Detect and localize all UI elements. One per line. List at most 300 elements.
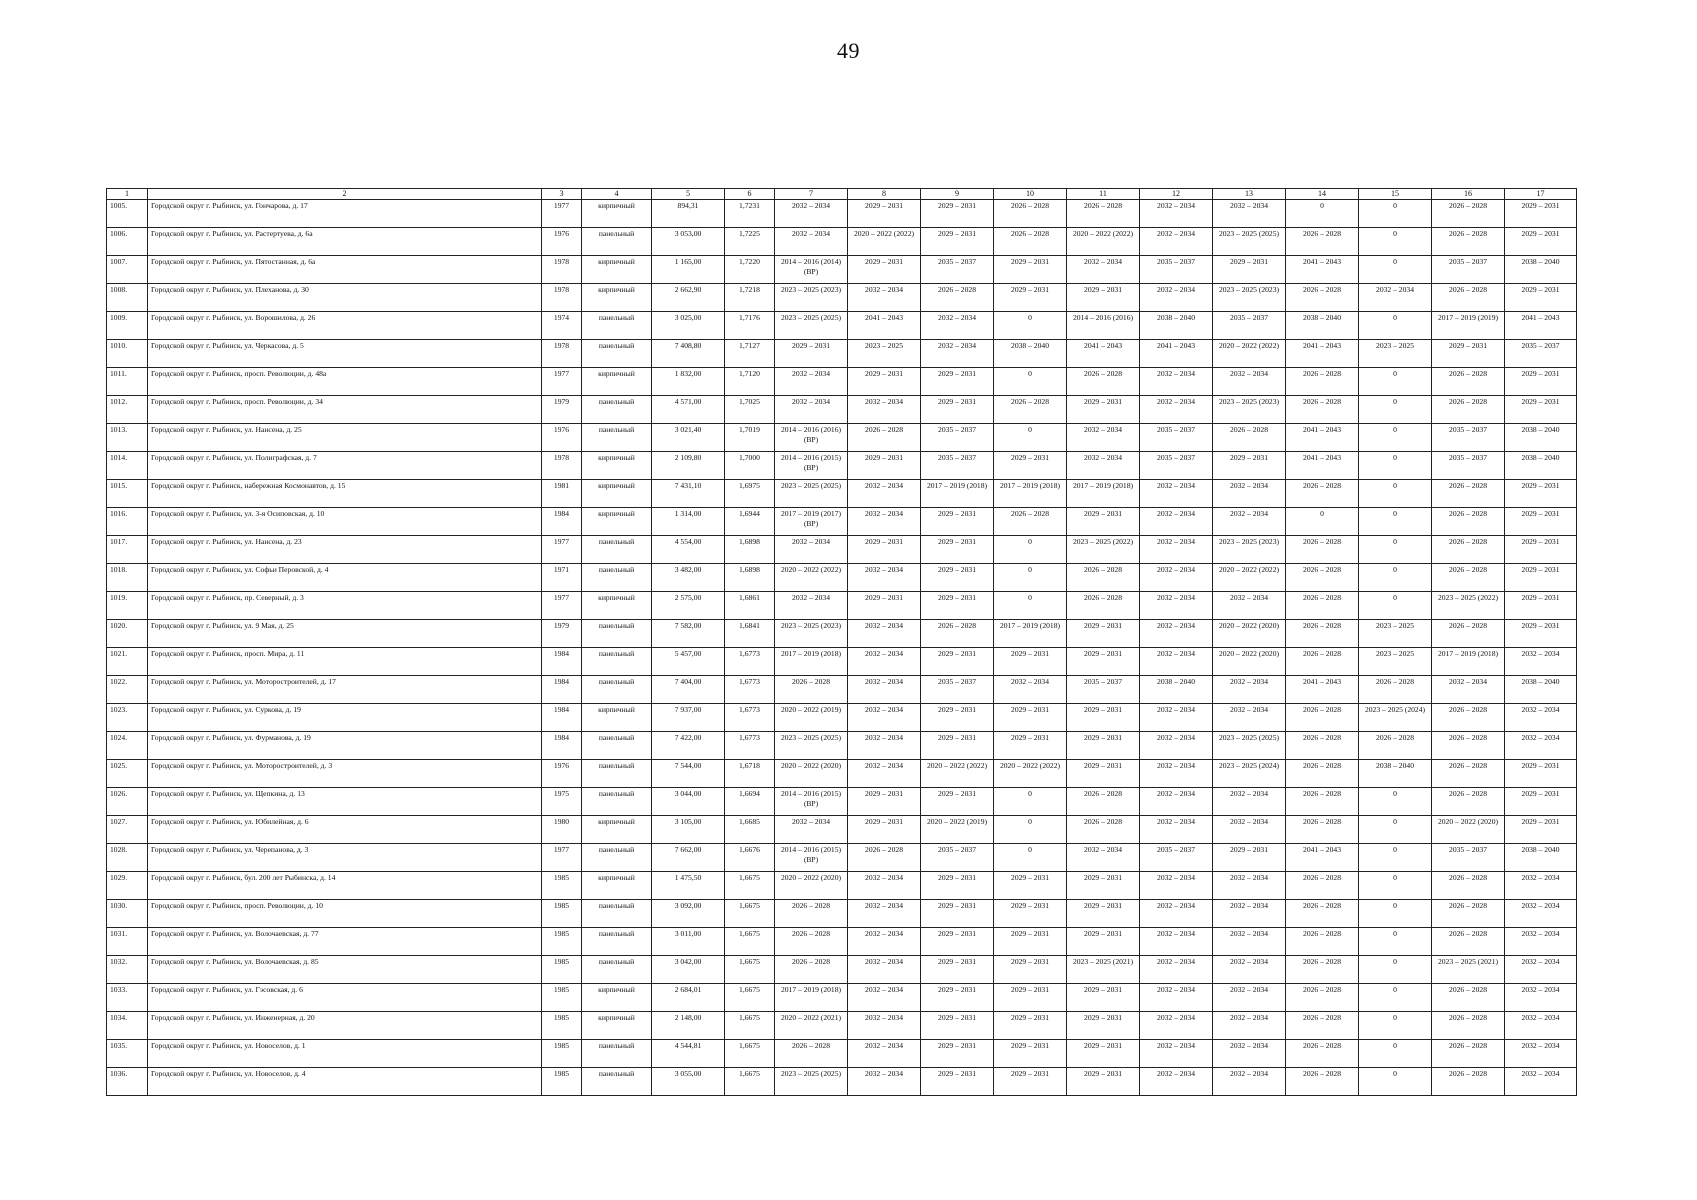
column-header-16: 16: [1432, 189, 1505, 200]
table-cell: 2029 – 2031: [1067, 984, 1140, 1012]
table-cell: 1 832,00: [652, 368, 725, 396]
table-cell: 2035 – 2037: [921, 676, 994, 704]
table-cell: 1,6898: [725, 564, 775, 592]
address-cell: Городской округ г. Рыбинск, набережная Космонавтов, д. 15: [148, 480, 542, 508]
table-cell: 2032 – 2034: [1140, 732, 1213, 760]
table-row: [107, 1068, 1577, 1096]
table-cell: 1978: [542, 256, 582, 284]
table-cell: 3 092,00: [652, 900, 725, 928]
table-cell: 2026 – 2028: [1286, 284, 1359, 312]
address-cell: Городской округ г. Рыбинск, ул. Инженерная, д. 20: [148, 1012, 542, 1040]
row-number-cell: 1027.: [107, 816, 148, 844]
address-cell: Городской округ г. Рыбинск, просп. Революции, д. 34: [148, 396, 542, 424]
table-cell: 2029 – 2031: [994, 1068, 1067, 1096]
table-cell: 2026 – 2028: [1213, 424, 1286, 452]
table-cell: 1,6694: [725, 788, 775, 816]
table-cell: панельный: [582, 424, 652, 452]
page-number: 49: [837, 38, 860, 63]
table-cell: 1,7019: [725, 424, 775, 452]
table-cell: 1984: [542, 508, 582, 536]
table-cell: 2023 – 2025 (2022): [1067, 536, 1140, 564]
table-cell: 2029 – 2031: [1505, 760, 1577, 788]
table-cell: 2026 – 2028: [921, 284, 994, 312]
table-cell: 2029 – 2031: [1505, 564, 1577, 592]
row-number-cell: 1018.: [107, 564, 148, 592]
table-cell: 0: [1286, 508, 1359, 536]
table-cell: 2029 – 2031: [848, 200, 921, 228]
table-cell: панельный: [582, 228, 652, 256]
table-cell: 0: [1359, 564, 1432, 592]
table-cell: 1977: [542, 368, 582, 396]
table-cell: 2014 – 2016 (2016) (ВР): [775, 424, 848, 452]
table-cell: 3 042,00: [652, 956, 725, 984]
table-cell: 2029 – 2031: [921, 872, 994, 900]
table-cell: 2023 – 2025 (2025): [775, 312, 848, 340]
table-cell: 2032 – 2034: [1140, 396, 1213, 424]
address-cell: Городской округ г. Рыбинск, ул. Юбилейная, д. 6: [148, 816, 542, 844]
table-cell: 2029 – 2031: [1067, 872, 1140, 900]
table-cell: 2029 – 2031: [1505, 536, 1577, 564]
table-cell: панельный: [582, 1040, 652, 1068]
table-cell: 2032 – 2034: [1505, 1068, 1577, 1096]
table-cell: 2032 – 2034: [848, 620, 921, 648]
table-cell: 2020 – 2022 (2022): [1067, 228, 1140, 256]
table-cell: 1,6773: [725, 704, 775, 732]
table-cell: 2029 – 2031: [1505, 368, 1577, 396]
table-cell: 2026 – 2028: [1432, 704, 1505, 732]
address-cell: Городской округ г. Рыбинск, ул. Волочаевская, д. 85: [148, 956, 542, 984]
table-cell: 1979: [542, 396, 582, 424]
table-cell: 2032 – 2034: [775, 368, 848, 396]
table-cell: 2032 – 2034: [848, 648, 921, 676]
row-number-cell: 1021.: [107, 648, 148, 676]
table-cell: 2032 – 2034: [1140, 900, 1213, 928]
table-cell: 2026 – 2028: [1432, 536, 1505, 564]
row-number-cell: 1026.: [107, 788, 148, 816]
table-cell: 2017 – 2019 (2018): [775, 984, 848, 1012]
table-cell: 2029 – 2031: [994, 256, 1067, 284]
address-cell: Городской округ г. Рыбинск, пр. Северный, д. 3: [148, 592, 542, 620]
table-cell: 2017 – 2019 (2017) (ВР): [775, 508, 848, 536]
table-row: [107, 676, 1577, 704]
table-cell: 2 575,00: [652, 592, 725, 620]
table-cell: 2029 – 2031: [994, 872, 1067, 900]
table-cell: 2026 – 2028: [1067, 788, 1140, 816]
table-cell: 2029 – 2031: [848, 256, 921, 284]
column-header-5: 5: [652, 189, 725, 200]
table-cell: 2026 – 2028: [994, 396, 1067, 424]
table-cell: 2026 – 2028: [1286, 564, 1359, 592]
table-cell: 2029 – 2031: [921, 536, 994, 564]
table-cell: 2023 – 2025 (2022): [1432, 592, 1505, 620]
table-cell: 2029 – 2031: [775, 340, 848, 368]
row-number-cell: 1009.: [107, 312, 148, 340]
table-cell: 2032 – 2034: [921, 340, 994, 368]
table-cell: 2032 – 2034: [1140, 984, 1213, 1012]
table-cell: 7 662,00: [652, 844, 725, 872]
table-cell: 2017 – 2019 (2018): [994, 620, 1067, 648]
table-cell: 2026 – 2028: [1286, 984, 1359, 1012]
table-cell: 1985: [542, 956, 582, 984]
table-cell: 2032 – 2034: [1213, 704, 1286, 732]
table-cell: 2029 – 2031: [994, 704, 1067, 732]
table-cell: 5 457,00: [652, 648, 725, 676]
table-cell: 2026 – 2028: [1432, 368, 1505, 396]
table-cell: 2032 – 2034: [848, 984, 921, 1012]
table-cell: 2023 – 2025 (2021): [1067, 956, 1140, 984]
table-cell: кирпичный: [582, 984, 652, 1012]
table-cell: 1 314,00: [652, 508, 725, 536]
table-cell: 2032 – 2034: [1213, 900, 1286, 928]
table-cell: 2020 – 2022 (2022): [994, 760, 1067, 788]
table-cell: 2035 – 2037: [921, 452, 994, 480]
table-cell: 2029 – 2031: [1505, 284, 1577, 312]
table-cell: 7 404,00: [652, 676, 725, 704]
table-cell: 2023 – 2025 (2023): [1213, 536, 1286, 564]
table-cell: 2035 – 2037: [1432, 452, 1505, 480]
table-cell: 2029 – 2031: [921, 228, 994, 256]
row-number-cell: 1032.: [107, 956, 148, 984]
table-cell: 1,6861: [725, 592, 775, 620]
table-cell: 2032 – 2034: [1140, 592, 1213, 620]
table-cell: 0: [1359, 228, 1432, 256]
table-cell: 2026 – 2028: [1286, 620, 1359, 648]
table-cell: 2023 – 2025 (2025): [775, 1068, 848, 1096]
table-cell: 2032 – 2034: [1140, 956, 1213, 984]
address-cell: Городской округ г. Рыбинск, ул. Нансена, д. 25: [148, 424, 542, 452]
table-cell: 0: [1359, 480, 1432, 508]
table-cell: 2029 – 2031: [848, 592, 921, 620]
table-cell: 2029 – 2031: [994, 1040, 1067, 1068]
table-cell: 2026 – 2028: [775, 956, 848, 984]
table-cell: 1,6675: [725, 1040, 775, 1068]
table-cell: 2032 – 2034: [1505, 984, 1577, 1012]
table-cell: 2038 – 2040: [1505, 424, 1577, 452]
table-cell: 2032 – 2034: [1140, 760, 1213, 788]
table-cell: 2026 – 2028: [1432, 984, 1505, 1012]
table-cell: 1985: [542, 1068, 582, 1096]
table-row: [107, 956, 1577, 984]
table-cell: 2041 – 2043: [1505, 312, 1577, 340]
table-cell: панельный: [582, 648, 652, 676]
table-cell: 2032 – 2034: [1213, 1012, 1286, 1040]
table-cell: 2035 – 2037: [1432, 424, 1505, 452]
table-cell: 2032 – 2034: [1140, 368, 1213, 396]
table-cell: 2026 – 2028: [1432, 788, 1505, 816]
table-cell: 1,7218: [725, 284, 775, 312]
table-cell: 3 021,40: [652, 424, 725, 452]
table-cell: 2023 – 2025 (2025): [1213, 228, 1286, 256]
table-cell: 2026 – 2028: [775, 900, 848, 928]
column-header-14: 14: [1286, 189, 1359, 200]
table-cell: 2032 – 2034: [775, 816, 848, 844]
table-cell: 1975: [542, 788, 582, 816]
table-cell: кирпичный: [582, 368, 652, 396]
table-cell: 2029 – 2031: [921, 368, 994, 396]
table-cell: 0: [1359, 312, 1432, 340]
table-cell: 1,7000: [725, 452, 775, 480]
table-cell: 2029 – 2031: [1067, 396, 1140, 424]
table-cell: 2017 – 2019 (2018): [1432, 648, 1505, 676]
table-cell: 2026 – 2028: [1286, 480, 1359, 508]
table-row: [107, 312, 1577, 340]
table-cell: 2032 – 2034: [1067, 844, 1140, 872]
table-cell: 2029 – 2031: [994, 1012, 1067, 1040]
table-cell: 3 053,00: [652, 228, 725, 256]
table-cell: 2026 – 2028: [1432, 480, 1505, 508]
table-cell: 1 165,00: [652, 256, 725, 284]
table-cell: 0: [994, 424, 1067, 452]
row-number-cell: 1029.: [107, 872, 148, 900]
table-cell: панельный: [582, 900, 652, 928]
table-row: [107, 368, 1577, 396]
table-cell: 2020 – 2022 (2019): [775, 704, 848, 732]
address-cell: Городской округ г. Рыбинск, просп. Революции, д. 10: [148, 900, 542, 928]
table-cell: 2032 – 2034: [1505, 1012, 1577, 1040]
table-row: [107, 452, 1577, 480]
row-number-cell: 1013.: [107, 424, 148, 452]
table-cell: 2029 – 2031: [1213, 452, 1286, 480]
address-cell: Городской округ г. Рыбинск, ул. 9 Мая, д. 25: [148, 620, 542, 648]
table-row: [107, 200, 1577, 228]
table-cell: 2038 – 2040: [1505, 844, 1577, 872]
table-cell: 2032 – 2034: [1505, 928, 1577, 956]
header-row: [107, 189, 1577, 200]
table-cell: 2026 – 2028: [994, 228, 1067, 256]
column-header-9: 9: [921, 189, 994, 200]
table-cell: 0: [1359, 816, 1432, 844]
row-number-cell: 1036.: [107, 1068, 148, 1096]
table-cell: 2020 – 2022 (2022): [1213, 340, 1286, 368]
table-cell: 2020 – 2022 (2022): [775, 564, 848, 592]
table-cell: кирпичный: [582, 592, 652, 620]
table-cell: 2032 – 2034: [1140, 1040, 1213, 1068]
table-cell: 1977: [542, 536, 582, 564]
table-cell: 0: [994, 368, 1067, 396]
table-cell: 2032 – 2034: [848, 704, 921, 732]
table-cell: 2029 – 2031: [1067, 1012, 1140, 1040]
table-cell: 2026 – 2028: [1432, 872, 1505, 900]
row-number-cell: 1035.: [107, 1040, 148, 1068]
table-cell: 2029 – 2031: [994, 452, 1067, 480]
table-cell: 2041 – 2043: [1286, 340, 1359, 368]
table-cell: 2029 – 2031: [994, 284, 1067, 312]
table-cell: 2032 – 2034: [1213, 1040, 1286, 1068]
table-cell: 2029 – 2031: [921, 732, 994, 760]
table-cell: 2032 – 2034: [1140, 480, 1213, 508]
table-cell: 1981: [542, 480, 582, 508]
table-cell: 3 105,00: [652, 816, 725, 844]
address-cell: Городской округ г. Рыбинск, ул. Растертуева, д. 6а: [148, 228, 542, 256]
table-cell: 2041 – 2043: [1286, 256, 1359, 284]
table-cell: 2038 – 2040: [1505, 256, 1577, 284]
table-cell: 2026 – 2028: [1067, 592, 1140, 620]
table-cell: 1,7231: [725, 200, 775, 228]
table-cell: 2026 – 2028: [1432, 732, 1505, 760]
row-number-cell: 1006.: [107, 228, 148, 256]
table-cell: 2029 – 2031: [1067, 648, 1140, 676]
row-number-cell: 1033.: [107, 984, 148, 1012]
column-header-11: 11: [1067, 189, 1140, 200]
table-cell: 1,6675: [725, 928, 775, 956]
row-number-cell: 1017.: [107, 536, 148, 564]
table-cell: 0: [1359, 536, 1432, 564]
table-cell: 1984: [542, 676, 582, 704]
table-cell: 1980: [542, 816, 582, 844]
table-cell: 2026 – 2028: [1432, 620, 1505, 648]
table-cell: 2017 – 2019 (2018): [775, 648, 848, 676]
table-cell: 2029 – 2031: [921, 956, 994, 984]
table-cell: 2032 – 2034: [1213, 592, 1286, 620]
table-cell: 2032 – 2034: [848, 900, 921, 928]
table-cell: 1985: [542, 872, 582, 900]
table-cell: 2026 – 2028: [1286, 928, 1359, 956]
row-number-cell: 1034.: [107, 1012, 148, 1040]
row-number-cell: 1011.: [107, 368, 148, 396]
table-cell: 2041 – 2043: [1286, 424, 1359, 452]
table-cell: кирпичный: [582, 480, 652, 508]
row-number-cell: 1008.: [107, 284, 148, 312]
table-cell: 2026 – 2028: [1286, 760, 1359, 788]
table-cell: 2026 – 2028: [1067, 816, 1140, 844]
table-cell: 2029 – 2031: [1505, 788, 1577, 816]
table-cell: 1976: [542, 760, 582, 788]
table-cell: 2032 – 2034: [848, 1068, 921, 1096]
table-row: [107, 648, 1577, 676]
table-cell: 1985: [542, 1040, 582, 1068]
table-cell: 2032 – 2034: [1213, 816, 1286, 844]
table-cell: 1979: [542, 620, 582, 648]
table-cell: 2020 – 2022 (2020): [1432, 816, 1505, 844]
table-cell: 2035 – 2037: [1505, 340, 1577, 368]
table-cell: 2026 – 2028: [848, 844, 921, 872]
table-cell: 1984: [542, 704, 582, 732]
table-cell: панельный: [582, 1068, 652, 1096]
table-cell: 0: [1359, 508, 1432, 536]
table-cell: 2038 – 2040: [1505, 452, 1577, 480]
table-cell: 2023 – 2025 (2025): [775, 480, 848, 508]
table-cell: 2032 – 2034: [1505, 900, 1577, 928]
address-cell: Городской округ г. Рыбинск, ул. Черкасова, д. 5: [148, 340, 542, 368]
table-cell: 0: [994, 592, 1067, 620]
table-cell: 1,7220: [725, 256, 775, 284]
table-cell: 2029 – 2031: [921, 788, 994, 816]
table-cell: 2032 – 2034: [1359, 284, 1432, 312]
table-row: [107, 844, 1577, 872]
table-cell: 2032 – 2034: [1213, 1068, 1286, 1096]
data-table-container: [106, 188, 1570, 1096]
table-cell: 1978: [542, 284, 582, 312]
table-cell: 2032 – 2034: [1140, 200, 1213, 228]
table-cell: 2023 – 2025 (2024): [1213, 760, 1286, 788]
table-cell: 1,6773: [725, 648, 775, 676]
table-cell: 2032 – 2034: [848, 564, 921, 592]
table-cell: 2029 – 2031: [1505, 620, 1577, 648]
table-cell: 2020 – 2022 (2022): [921, 760, 994, 788]
table-cell: 2026 – 2028: [1432, 1040, 1505, 1068]
table-cell: 1978: [542, 340, 582, 368]
table-cell: 0: [994, 844, 1067, 872]
table-cell: панельный: [582, 536, 652, 564]
table-cell: 2032 – 2034: [1067, 424, 1140, 452]
row-number-cell: 1031.: [107, 928, 148, 956]
table-cell: 2032 – 2034: [1213, 200, 1286, 228]
table-cell: 2026 – 2028: [1286, 872, 1359, 900]
table-cell: панельный: [582, 928, 652, 956]
table-cell: 2029 – 2031: [1505, 200, 1577, 228]
table-cell: 2020 – 2022 (2020): [1213, 648, 1286, 676]
table-cell: 1984: [542, 732, 582, 760]
table-cell: 2032 – 2034: [1213, 788, 1286, 816]
table-cell: 2032 – 2034: [1505, 732, 1577, 760]
table-cell: 0: [1359, 1068, 1432, 1096]
table-cell: 894,31: [652, 200, 725, 228]
table-cell: 2029 – 2031: [994, 928, 1067, 956]
table-cell: 2035 – 2037: [1432, 256, 1505, 284]
table-cell: 0: [994, 564, 1067, 592]
table-row: [107, 256, 1577, 284]
table-cell: 2029 – 2031: [1067, 704, 1140, 732]
table-cell: 2026 – 2028: [1286, 732, 1359, 760]
column-header-4: 4: [582, 189, 652, 200]
table-cell: 2035 – 2037: [1067, 676, 1140, 704]
table-cell: 2029 – 2031: [1067, 284, 1140, 312]
table-cell: 0: [1359, 928, 1432, 956]
table-row: [107, 1040, 1577, 1068]
table-cell: 2020 – 2022 (2020): [1213, 620, 1286, 648]
table-cell: 2026 – 2028: [1432, 760, 1505, 788]
table-cell: 2 148,00: [652, 1012, 725, 1040]
address-cell: Городской округ г. Рыбинск, ул. 3-я Осиповская, д. 10: [148, 508, 542, 536]
table-cell: кирпичный: [582, 872, 652, 900]
table-cell: кирпичный: [582, 256, 652, 284]
table-cell: 2026 – 2028: [775, 676, 848, 704]
table-cell: 2029 – 2031: [921, 592, 994, 620]
table-cell: 2029 – 2031: [921, 396, 994, 424]
table-cell: 2035 – 2037: [1140, 452, 1213, 480]
table-cell: 0: [1359, 200, 1432, 228]
table-cell: 2026 – 2028: [994, 508, 1067, 536]
address-cell: Городской округ г. Рыбинск, ул. Новоселов, д. 1: [148, 1040, 542, 1068]
table-cell: панельный: [582, 844, 652, 872]
table-cell: 2026 – 2028: [775, 928, 848, 956]
table-cell: 2032 – 2034: [1140, 284, 1213, 312]
table-cell: 2029 – 2031: [1505, 396, 1577, 424]
table-cell: 2032 – 2034: [1505, 648, 1577, 676]
table-cell: 2035 – 2037: [1140, 844, 1213, 872]
address-cell: Городской округ г. Рыбинск, ул. Черепанова, д. 3: [148, 844, 542, 872]
table-cell: 2017 – 2019 (2019): [1432, 312, 1505, 340]
table-cell: 0: [994, 536, 1067, 564]
address-cell: Городской округ г. Рыбинск, ул. Нансена, д. 23: [148, 536, 542, 564]
table-cell: 0: [1359, 452, 1432, 480]
table-cell: 2026 – 2028: [1067, 200, 1140, 228]
table-cell: 2029 – 2031: [1067, 732, 1140, 760]
table-cell: 1974: [542, 312, 582, 340]
table-cell: 2029 – 2031: [848, 452, 921, 480]
table-cell: 2026 – 2028: [921, 620, 994, 648]
row-number-cell: 1022.: [107, 676, 148, 704]
table-cell: панельный: [582, 312, 652, 340]
table-row: [107, 592, 1577, 620]
table-cell: 0: [1359, 984, 1432, 1012]
table-cell: 0: [994, 312, 1067, 340]
table-row: [107, 1012, 1577, 1040]
table-cell: 7 408,80: [652, 340, 725, 368]
address-cell: Городской округ г. Рыбинск, ул. Фурманова, д. 19: [148, 732, 542, 760]
table-cell: 2041 – 2043: [1140, 340, 1213, 368]
table-cell: 2026 – 2028: [1359, 676, 1432, 704]
